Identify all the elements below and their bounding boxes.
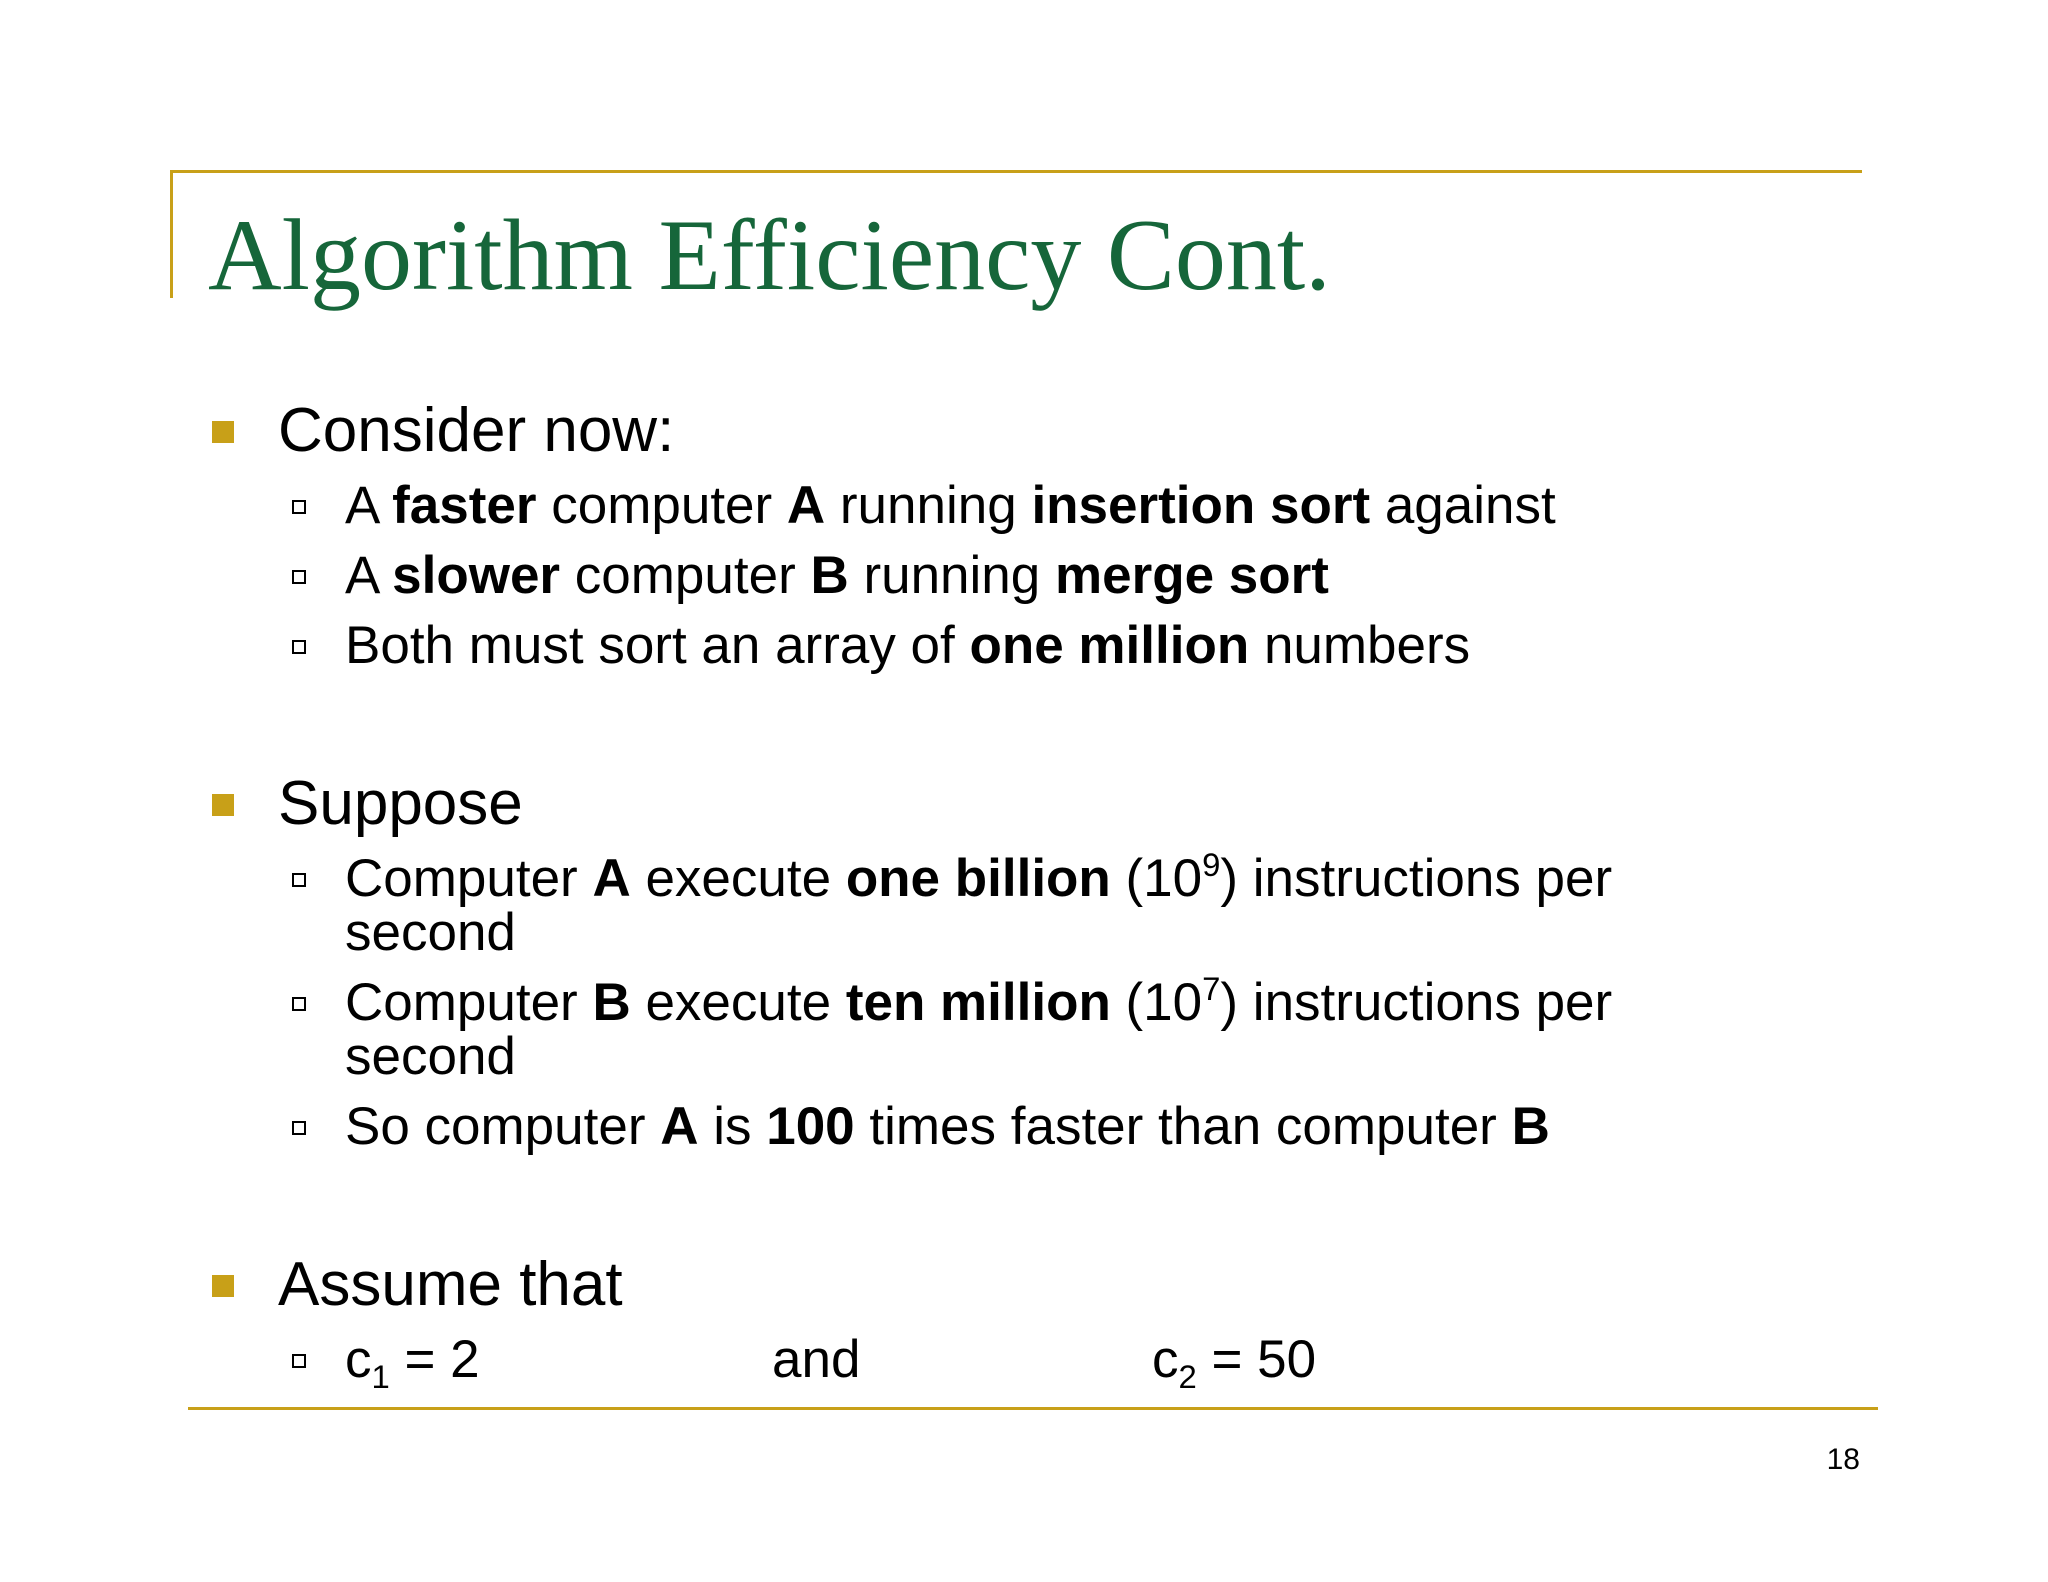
- and-text: and: [772, 1330, 861, 1389]
- list-item: Computer A execute one billion $(10^9)$ instructions per: [345, 845, 1613, 908]
- bullet-square-icon: [212, 421, 234, 443]
- checkbox-bullet-icon: [292, 873, 306, 887]
- constant-c1: $c_1 = 2$: [345, 1330, 480, 1395]
- section-heading: Suppose: [278, 769, 523, 838]
- title-rule-horizontal: [170, 170, 1862, 173]
- list-item: A slower computer B running merge sort: [345, 546, 1329, 605]
- list-item-continuation: second: [345, 903, 516, 962]
- section-heading: Assume that: [278, 1250, 623, 1319]
- checkbox-bullet-icon: [292, 500, 306, 514]
- checkbox-bullet-icon: [292, 570, 306, 584]
- slide-title: Algorithm Efficiency Cont.: [208, 199, 1331, 312]
- bullet-square-icon: [212, 794, 234, 816]
- list-item: A faster computer A running insertion sort against: [345, 476, 1556, 535]
- title-rule-vertical: [170, 170, 173, 298]
- bullet-square-icon: [212, 1275, 234, 1297]
- list-item: So computer A is 100 times faster than computer B: [345, 1097, 1550, 1156]
- checkbox-bullet-icon: [292, 640, 306, 654]
- checkbox-bullet-icon: [292, 1354, 306, 1368]
- footer-rule: [188, 1407, 1878, 1410]
- checkbox-bullet-icon: [292, 997, 306, 1011]
- section-heading: Consider now:: [278, 396, 675, 465]
- page-number: 18: [1826, 1443, 1860, 1476]
- checkbox-bullet-icon: [292, 1121, 306, 1135]
- list-item: Computer B execute ten million $(10^7)$ instructions per: [345, 969, 1613, 1032]
- constant-c2: $c_2 = 50$: [1152, 1330, 1317, 1395]
- list-item-continuation: second: [345, 1027, 516, 1086]
- list-item: Both must sort an array of one million numbers: [345, 616, 1471, 675]
